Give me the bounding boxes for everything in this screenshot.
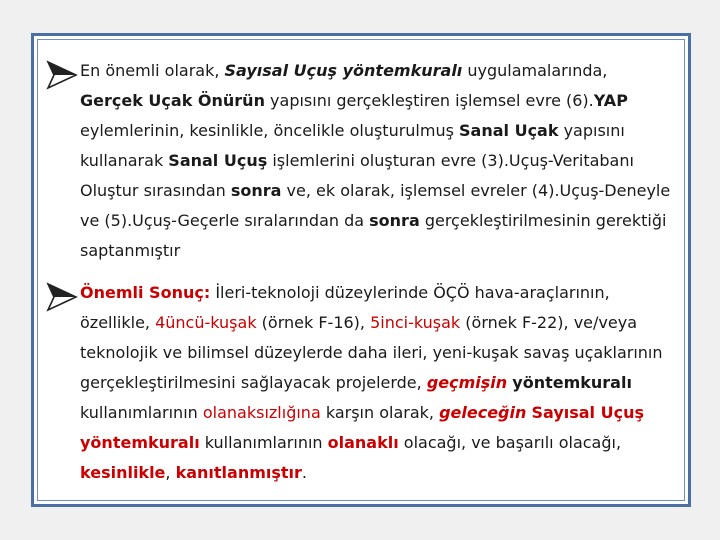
text-segment: yöntemkuralı [512,373,632,392]
text-segment: En önemli olarak, [80,61,225,80]
text-segment: . [301,463,308,482]
text-segment: işlemlerini oluşturan evre (3).Uçuş-Veritabanı Oluştur sırasından [80,151,634,200]
text-segment: 4üncü-kuşak [155,313,257,332]
text-segment: kanıtlanmıştır [175,463,302,482]
text-segment: kesinlikle [80,463,166,482]
text-segment: Sanal Uçak [459,121,559,140]
text-segment: uygulamalarında, [462,61,608,80]
text-segment: kullanımlarının [199,433,328,452]
text-segment: YAP [593,91,628,110]
text-segment: Gerçek Uçak Önürün [80,91,265,110]
text-segment: (örnek F-16), [256,313,371,332]
text-segment: sonra [230,181,282,200]
slide-content [44,56,674,488]
text-segment: yapısını gerçekleştiren işlemsel evre (6). [264,91,594,110]
text-segment: ve, ek olarak, işlemsel evreler (4).Uçuş-Deneyle ve (5).Uçuş-Geçerle sıralarından da [80,181,671,230]
bullet-item-1 [44,56,674,266]
text-segment: yapısını kullanarak [80,121,625,170]
text-segment: Önemli Sonuç: [80,283,211,302]
text-segment: Sanal Uçuş [168,151,268,170]
text-segment: kullanımlarının [80,403,203,422]
text-segment: karşın olarak, [320,403,440,422]
text-segment: geçmişin [426,373,508,392]
text-segment: sonra [369,211,420,230]
text-segment: 5inci-kuşak [370,313,461,332]
text-segment: İleri-teknoloji düzeylerinde ÖÇÖ hava-araçlarının, özellikle, [80,283,610,332]
text-segment: olanaksızlığına [202,403,321,422]
arrow-bullet-icon [46,282,78,312]
bullet-text-2 [80,283,663,482]
text-segment: gerçekleştirilmesinin gerektiği saptanmıştır [80,211,667,260]
text-segment: Sayısal Uçuş yöntemkuralı [80,403,644,452]
text-segment: , [165,463,176,482]
bullet-text-1 [80,61,670,260]
text-segment: (örnek F-22), ve/veya teknolojik ve bilimsel düzeylerde daha ileri, yeni-kuşak savaş uçaklarının gerçekleştirilmesini sağlayacak projelerde, [80,313,663,392]
text-segment: olacağı, ve başarılı olacağı, [398,433,622,452]
text-segment: geleceğin [439,403,527,422]
text-segment: olanaklı [327,433,399,452]
text-segment: eylemlerinin, kesinlikle, öncelikle oluşturulmuş [80,121,460,140]
arrow-bullet-icon [46,60,78,90]
text-segment: Sayısal Uçuş yöntemkuralı [224,61,463,80]
bullet-item-2 [44,278,674,488]
